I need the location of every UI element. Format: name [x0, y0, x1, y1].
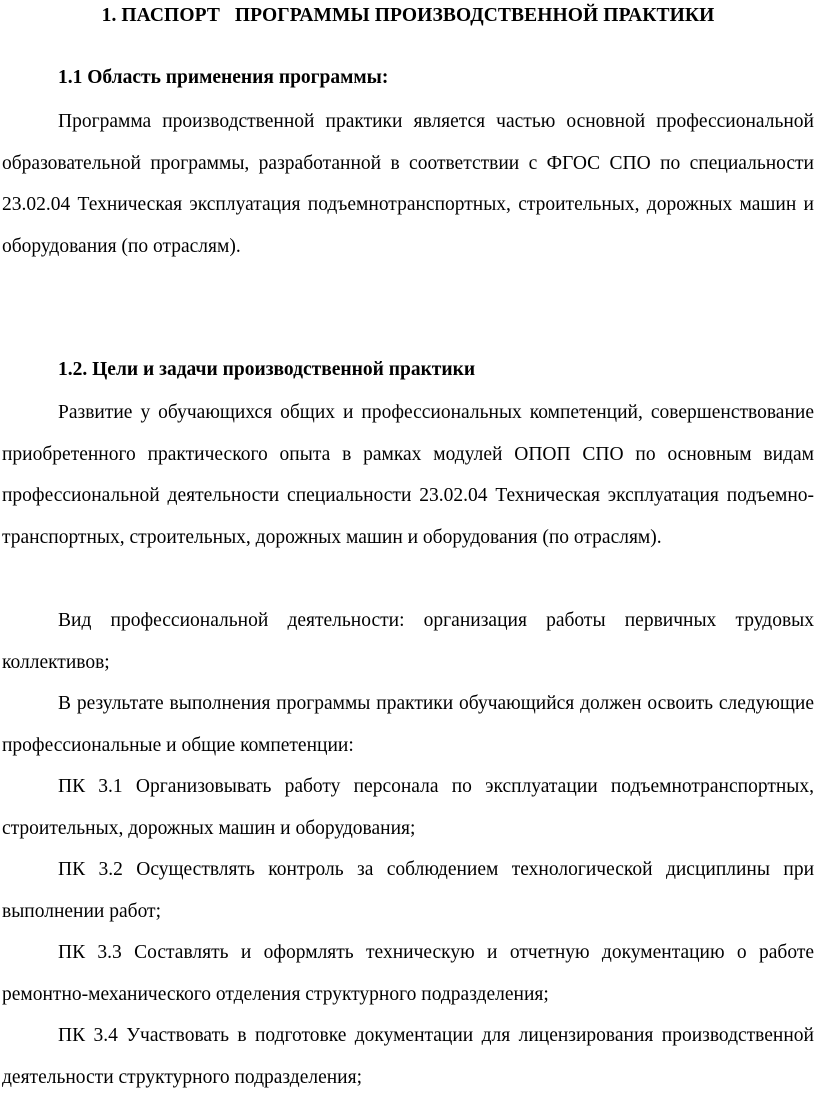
- paragraph-competencies-intro: В результате выполнения программы практики обучающийся должен освоить следующие профессиональные и общие компетенции:: [2, 693, 814, 756]
- section-heading-1-2: 1.2. Цели и задачи производственной практики: [58, 359, 476, 380]
- paragraph-pk-3-2: ПК 3.2 Осуществлять контроль за соблюдением технологической дисциплины при выполнении работ;: [2, 859, 814, 922]
- section-heading-1-1: 1.1 Область применения программы:: [58, 67, 389, 88]
- paragraph-pk-3-3: ПК 3.3 Составлять и оформлять техническую и отчетную документацию о работе ремонтно-механического отделения структурного подразделения;: [2, 942, 814, 1005]
- paragraph-scope: Программа производственной практики является частью основной профессиональной образовательной программы, разработанной в соответствии с ФГОС СПО по специальности 23.02.04 Техническая эксплуатация подъемнотранспортных, строительных, дорожных машин и оборудования (по отраслям).: [2, 111, 814, 257]
- paragraph-pk-3-4: ПК 3.4 Участвовать в подготовке документации для лицензирования производственной деятельности структурного подразделения;: [2, 1025, 814, 1088]
- paragraph-goals: Развитие у обучающихся общих и профессиональных компетенций, совершенствование приобретенного практического опыта в рамках модулей ОПОП СПО по основным видам профессиональной деятельности специальности 23.02.04 Техническая эксплуатация подъемно-транспортных, строительных, дорожных машин и оборудования (по отраслям).: [2, 402, 814, 548]
- document-title: 1. ПАСПОРТ ПРОГРАММЫ ПРОИЗВОДСТВЕННОЙ ПРАКТИКИ: [101, 5, 715, 26]
- paragraph-pk-3-1: ПК 3.1 Организовывать работу персонала по эксплуатации подъемнотранспортных, строительных, дорожных машин и оборудования;: [2, 776, 814, 839]
- paragraph-activity-type: Вид профессиональной деятельности: организация работы первичных трудовых коллективов;: [2, 610, 814, 673]
